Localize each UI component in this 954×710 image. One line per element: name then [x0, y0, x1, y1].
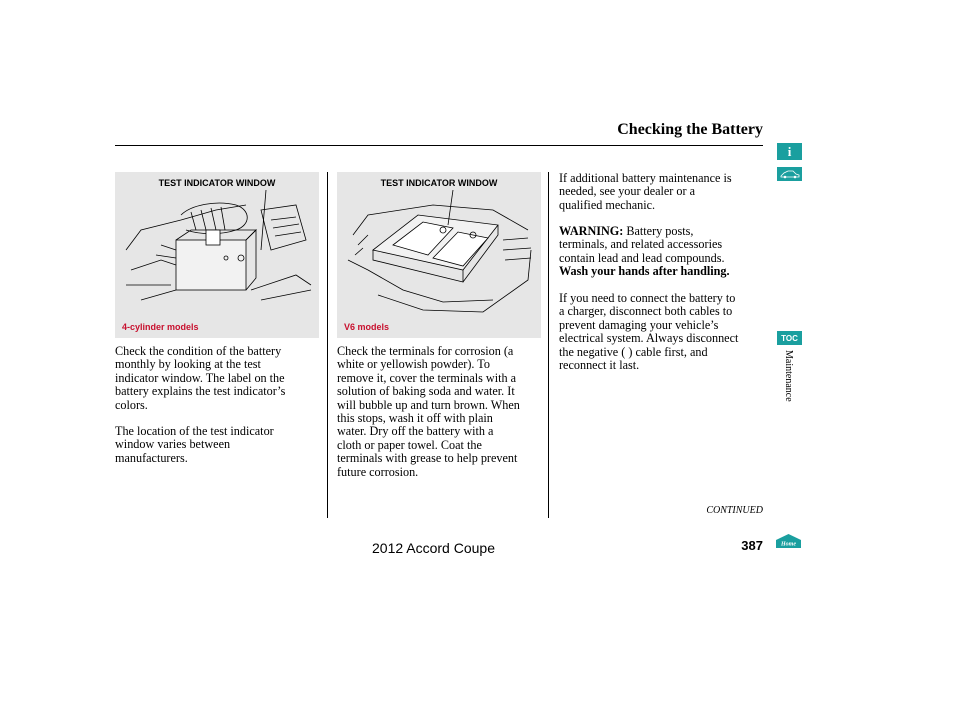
column-divider: [327, 172, 328, 518]
home-button[interactable]: [775, 533, 802, 549]
column-divider: [548, 172, 549, 518]
battery-illustration-v6: [343, 190, 535, 315]
figure-caption: TEST INDICATOR WINDOW: [380, 178, 498, 188]
col3-paragraph-1: If additional battery maintenance is needed, see your dealer or a qualified mechanic.: [559, 171, 732, 212]
figure-label: 4-cylinder models: [122, 322, 199, 332]
car-icon-glyph: [780, 169, 800, 179]
col3-paragraph-3: If you need to connect the battery to a charger, disconnect both cables to prevent damaging your vehicle’s electrical system. Always disconnect the negative ( ) cable first, and reconnect it last.: [559, 291, 739, 373]
col1-paragraph-1: Check the condition of the battery monthly by looking at the test indicator window. The label on the battery explains the test indicator’s colors.: [115, 344, 286, 412]
toc-button[interactable]: TOC: [777, 331, 802, 345]
continued-label: CONTINUED: [706, 505, 763, 516]
battery-illustration-4cyl: [121, 190, 313, 315]
figure-v6: [337, 172, 541, 338]
figure-label: V6 models: [344, 322, 390, 332]
page-number: 387: [741, 538, 763, 553]
col2-paragraph-1: Check the terminals for corrosion (a white or yellowish powder). To remove it, cover the terminals with a solution of baking soda and water. It will bubble up and turn brown. When this stops, wash it off with plain water. Dry off the battery with a cloth or paper towel. Coat the terminals with grease to help prevent future corrosion.: [337, 344, 520, 479]
figure-caption: TEST INDICATOR WINDOW: [158, 178, 276, 188]
title-rule: [115, 145, 763, 146]
home-icon: [775, 533, 802, 549]
figure-4-cylinder: [115, 172, 319, 338]
col3-warning: WARNING: Battery posts, terminals, and related accessories contain lead and lead compounds. Wash your hands after handling.: [559, 224, 730, 279]
car-icon[interactable]: [777, 167, 802, 181]
page-title: Checking the Battery: [617, 121, 763, 138]
warning-label: WARNING:: [559, 224, 624, 238]
section-label: Maintenance: [783, 350, 794, 402]
col1-paragraph-2: The location of the test indicator window varies between manufacturers.: [115, 424, 274, 465]
footer-model: 2012 Accord Coupe: [372, 540, 495, 556]
info-icon[interactable]: i: [777, 143, 802, 160]
home-label: Home: [781, 541, 796, 548]
